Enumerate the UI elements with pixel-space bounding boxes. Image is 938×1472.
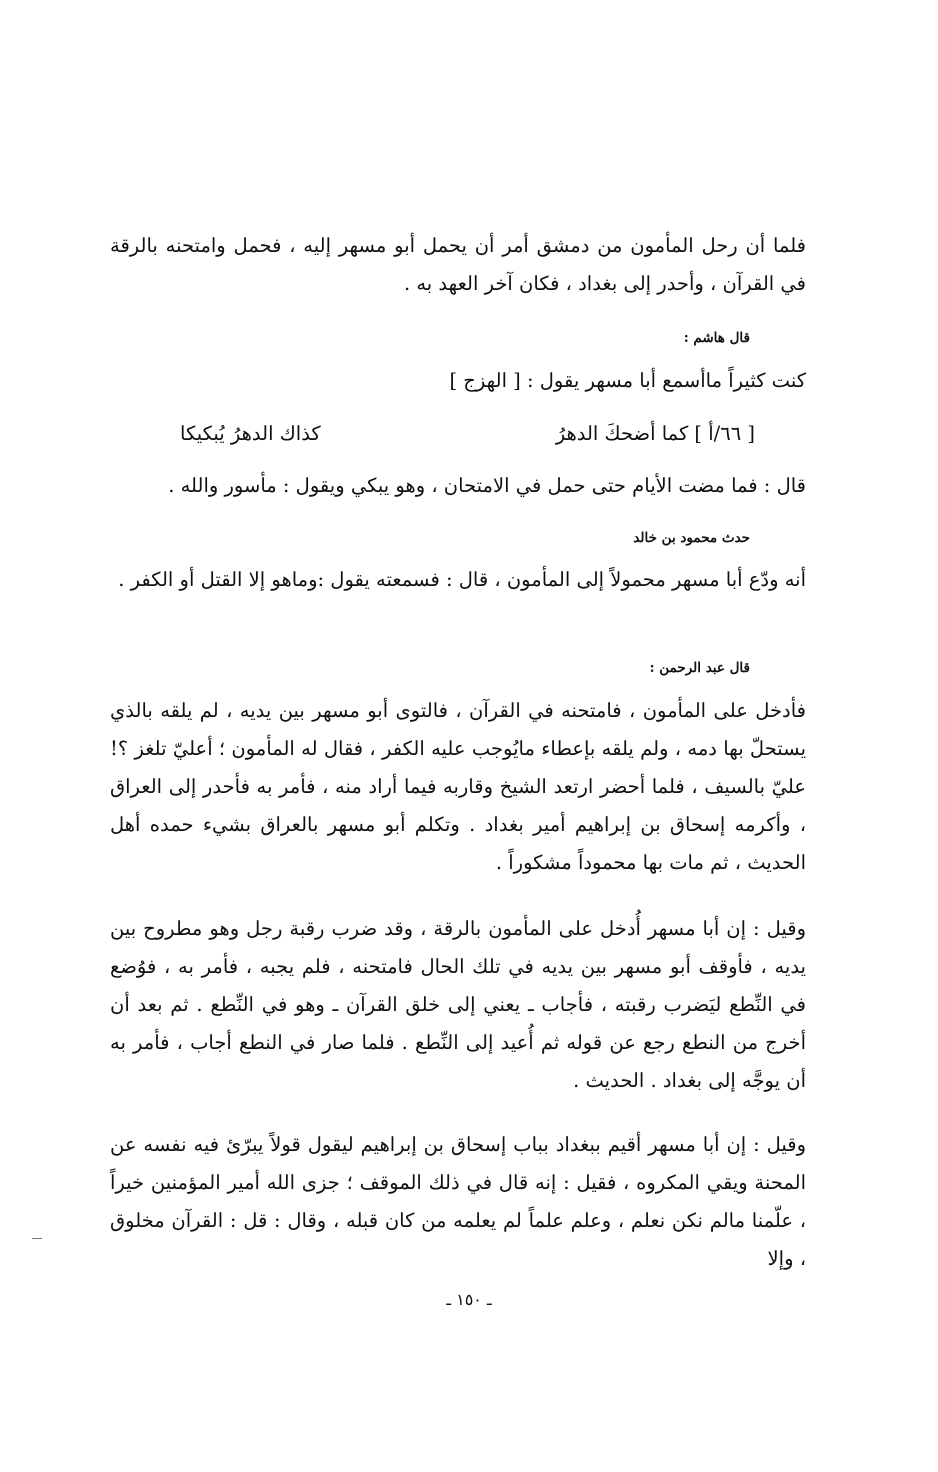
heading-hashim: قال هاشم : [683, 330, 750, 346]
poem-verse [180, 415, 755, 453]
paragraph-2-text: كنت كثيراً ماأسمع أبا مسهر يقول : [ الهزج ] [449, 369, 806, 392]
paragraph-3 [110, 467, 806, 505]
paragraph-5 [110, 692, 806, 882]
verse-second-hemistich: كذاك الدهرُ يُبكيكا [180, 422, 321, 445]
paragraph-7-text: وقيل : إن أبا مسهر أقيم ببغداد بباب إسحاق بن إبراهيم ليقول قولاً يبرّئ فيه نفسه عن المحنة ويقي المكروه ، فقيل : إنه قال في ذلك الموقف ؛ جزى الله أمير المؤمنين خيراً ، علّمنا مالم نكن نعلم ، وعلم علماً لم يعلمه من كان قبله ، وقال : قل : القرآن مخلوق ، وإلا [110, 1133, 806, 1270]
paragraph-3-text: قال : فما مضت الأيام حتى حمل في الامتحان ، وهو يبكي ويقول : مأسور والله . [168, 474, 806, 497]
paragraph-1 [110, 227, 806, 303]
paragraph-4 [110, 561, 806, 599]
margin-mark [32, 1238, 42, 1239]
paragraph-2 [110, 362, 806, 400]
page-number: ـ ١٥٠ ـ [446, 1290, 492, 1309]
paragraph-6-text: وقيل : إن أبا مسهر أُدخل على المأمون بالرقة ، وقد ضرب رقبة رجل وهو مطروح بين يديه ، فأوقف أبو مسهر بين يديه في تلك الحال فامتحنه ، فلم يجبه ، فأمر به ، فوُضع في النِّطع ليَضرب رقبته ، فأجاب ـ يعني إلى خلق القرآن ـ وهو في النِّطع . ثم بعد أن أخرج من النطع رجع عن قوله ثم أُعيد إلى النِّطع . فلما صار في النطع أجاب ، فأمر به أن يوجَّه إلى بغداد . الحديث . [110, 917, 806, 1092]
paragraph-7 [110, 1126, 806, 1278]
paragraph-1-text: فلما أن رحل المأمون من دمشق أمر أن يحمل أبو مسهر إليه ، فحمل وامتحنه بالرقة في القرآن ، وأحدر إلى بغداد ، فكان آخر العهد به . [110, 234, 806, 295]
heading-abdulrahman: قال عبد الرحمن : [649, 660, 750, 676]
paragraph-5-text: فأدخل على المأمون ، فامتحنه في القرآن ، فالتوى أبو مسهر بين يديه ، لم يلقه بالذي يستحلّ بها دمه ، ولم يلقه بإعطاء مايُوجب عليه الكفر ، فقال له المأمون ؛ أعليّ تلغز ؟! عليّ بالسيف ، فلما أحضر ارتعد الشيخ وقاربه فيما أراد منه ، فأمر به فأحدر إلى العراق ، وأكرمه إسحاق بن إبراهيم أمير بغداد . وتكلم أبو مسهر بالعراق بشيء حمده أهل الحديث ، ثم مات بها محموداً مشكوراً . [110, 699, 806, 874]
verse-first-hemistich: [ ٦٦/أ ] كما أضحكَ الدهرُ [555, 422, 755, 445]
heading-mahmoud: حدث محمود بن خالد [633, 530, 750, 546]
paragraph-6 [110, 910, 806, 1100]
paragraph-4-text: أنه ودّع أبا مسهر محمولاً إلى المأمون ، قال : فسمعته يقول :وماهو إلا القتل أو الكفر . [118, 568, 806, 591]
